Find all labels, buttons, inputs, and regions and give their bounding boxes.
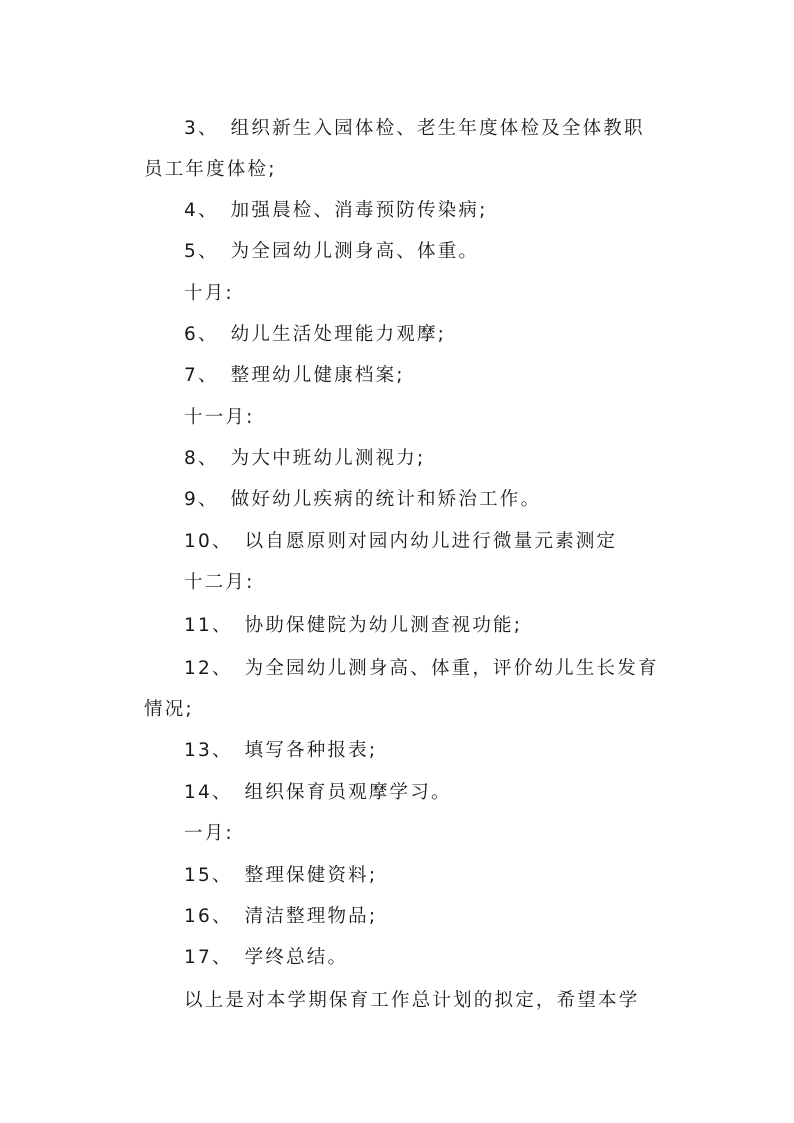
item-number: 12、 [184, 658, 233, 679]
item-number: 6、 [184, 324, 219, 345]
item-text: 以自愿原则对园内幼儿进行微量元素测定 [244, 531, 618, 552]
month-heading [144, 813, 704, 854]
item-text: 幼儿生活处理能力观摩; [230, 324, 447, 345]
item-text: 做好幼儿疾病的统计和矫治工作。 [230, 489, 542, 510]
item-number: 3、 [184, 118, 219, 139]
month-label: 十月: [184, 283, 234, 304]
item-number: 11、 [184, 615, 233, 636]
item-text: 填写各种报表; [244, 740, 378, 761]
item-number: 17、 [184, 947, 233, 968]
list-item [144, 314, 704, 355]
continuation-line [144, 149, 664, 190]
item-text: 整理保健资料; [244, 865, 378, 886]
item-number: 16、 [184, 906, 233, 927]
item-text: 员工年度体检; [144, 159, 277, 180]
list-item [144, 438, 704, 479]
list-item [144, 355, 704, 396]
list-item [144, 937, 704, 978]
item-number: 10、 [184, 531, 233, 552]
item-text: 情况; [144, 699, 194, 720]
item-number: 9、 [184, 489, 219, 510]
month-label: 十二月: [184, 572, 255, 593]
list-item [144, 521, 704, 562]
month-heading [144, 273, 704, 314]
month-label: 一月: [184, 823, 234, 844]
item-text: 组织新生入园体检、老生年度体检及全体教职 [230, 118, 645, 139]
list-item [144, 648, 704, 689]
item-text: 清洁整理物品; [244, 906, 378, 927]
list-item [144, 479, 704, 520]
list-item [144, 896, 704, 937]
item-number: 7、 [184, 365, 219, 386]
item-text: 学终总结。 [244, 947, 349, 968]
item-text: 加强晨检、消毒预防传染病; [230, 200, 488, 221]
item-text: 组织保育员观摩学习。 [244, 782, 452, 803]
paragraph-text: 以上是对本学期保育工作总计划的拟定，希望本学 [184, 990, 640, 1011]
list-item [144, 772, 704, 813]
month-heading [144, 562, 704, 603]
item-text: 为大中班幼儿测视力; [230, 448, 426, 469]
item-number: 14、 [184, 782, 233, 803]
item-text: 整理幼儿健康档案; [230, 365, 405, 386]
item-text: 协助保健院为幼儿测查视功能; [244, 615, 523, 636]
item-text: 为全园幼儿测身高、体重，评价幼儿生长发育 [244, 658, 659, 679]
continuation-line [144, 689, 664, 730]
month-label: 十一月: [184, 407, 255, 428]
closing-paragraph [144, 980, 704, 1021]
item-number: 13、 [184, 740, 233, 761]
item-number: 5、 [184, 241, 219, 262]
list-item [144, 108, 704, 149]
list-item [144, 231, 704, 272]
item-text: 为全园幼儿测身高、体重。 [230, 241, 480, 262]
item-number: 8、 [184, 448, 219, 469]
list-item [144, 855, 704, 896]
item-number: 4、 [184, 200, 219, 221]
list-item [144, 190, 704, 231]
item-number: 15、 [184, 865, 233, 886]
month-heading [144, 397, 704, 438]
list-item [144, 605, 704, 646]
list-item [144, 730, 704, 771]
